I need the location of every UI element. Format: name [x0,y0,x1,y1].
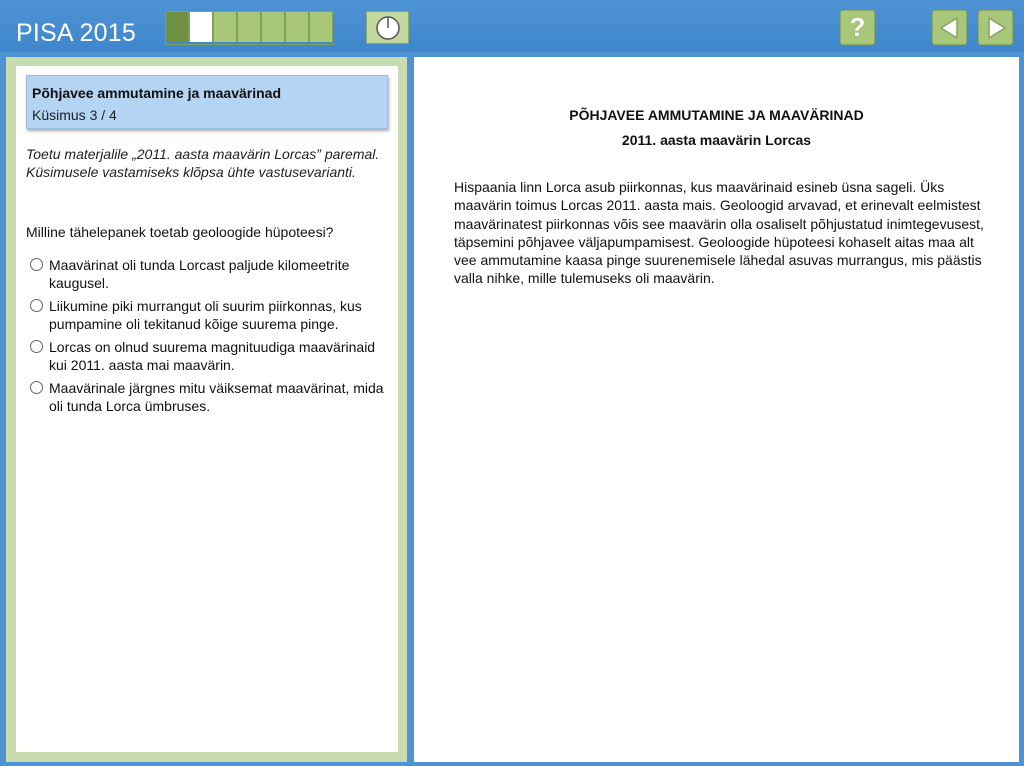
stimulus-subtitle: 2011. aasta maavärin Lorcas [621,132,812,148]
answer-option-2[interactable] [30,297,385,333]
answer-option-4[interactable] [30,379,385,415]
answer-options [30,256,385,420]
previous-button[interactable] [932,10,967,45]
top-bar [0,0,1024,52]
answer-option-label: Maavärinat oli tunda Lorcast paljude kilomeetrite kaugusel. [49,257,350,291]
progress-segment [286,12,310,42]
arrow-left-icon [937,15,963,41]
answer-option-3[interactable] [30,338,385,374]
question-panel-content [16,66,398,752]
answer-option-label: Maavärinale järgnes mitu väiksemat maavärinat, mida oli tunda Lorca ümbruses. [49,380,384,414]
radio-button[interactable] [30,299,43,312]
progress-segment [238,12,262,42]
answer-option-label: Lorcas on olnud suurema magnituudiga maavärinaid kui 2011. aasta mai maavärin. [49,339,376,373]
stimulus-body-text: Hispaania linn Lorca asub piirkonnas, kus maavärinaid esineb üsna sageli. Üks maavärin toimus Lorcas 2011. aasta mais. Geoloogid arvavad, et erinevalt eelmistest maavärinatest piirkonnas võis see maavärin olla osaliselt põhjustatud inimtegevusest, täpsemini põhjavee väljapumpamisest. Geoloogide hüpoteesi kohaselt aitas maa alt vee ammutamine kaasa pinge suurenemisele lähedal asuvas murrangus, mis päästis valla nihke, mille tulemuseks oli maavärin. [454,179,984,287]
help-question-icon: ? [849,12,866,42]
timer-clock-icon [375,15,401,41]
question-header [26,75,388,129]
stimulus-title: PÕHJAVEE AMMUTAMINE JA MAAVÄRINAD [569,107,864,123]
help-button[interactable] [840,10,875,45]
question-panel [6,57,407,762]
answer-option-label: Liikumine piki murrangut oli suurim piirkonnas, kus pumpamine oli tekitanud kõige suurema pinge. [49,298,362,332]
progress-indicator [165,11,333,45]
progress-segment [214,12,238,42]
answer-option-1[interactable] [30,256,385,292]
next-button[interactable] [978,10,1013,45]
radio-button[interactable] [30,340,43,353]
question-number: Küsimus 3 / 4 [32,107,117,123]
unit-title: Põhjavee ammutamine ja maavärinad [32,85,281,101]
progress-segment [262,12,286,42]
timer-icon [366,11,409,44]
instruction-text: Toetu materjalile „2011. aasta maavärin Lorcas” paremal. Küsimusele vastamiseks klõpsa ühte vastusevarianti. [26,146,380,180]
app-title: PISA 2015 [16,19,136,47]
progress-segment-current [190,12,214,42]
progress-segment [166,12,190,42]
radio-button[interactable] [30,258,43,271]
progress-segment [310,12,332,42]
stimulus-panel [414,57,1019,762]
radio-button[interactable] [30,381,43,394]
question-text: Milline tähelepanek toetab geoloogide hüpoteesi? [26,224,334,240]
arrow-right-icon [983,15,1009,41]
